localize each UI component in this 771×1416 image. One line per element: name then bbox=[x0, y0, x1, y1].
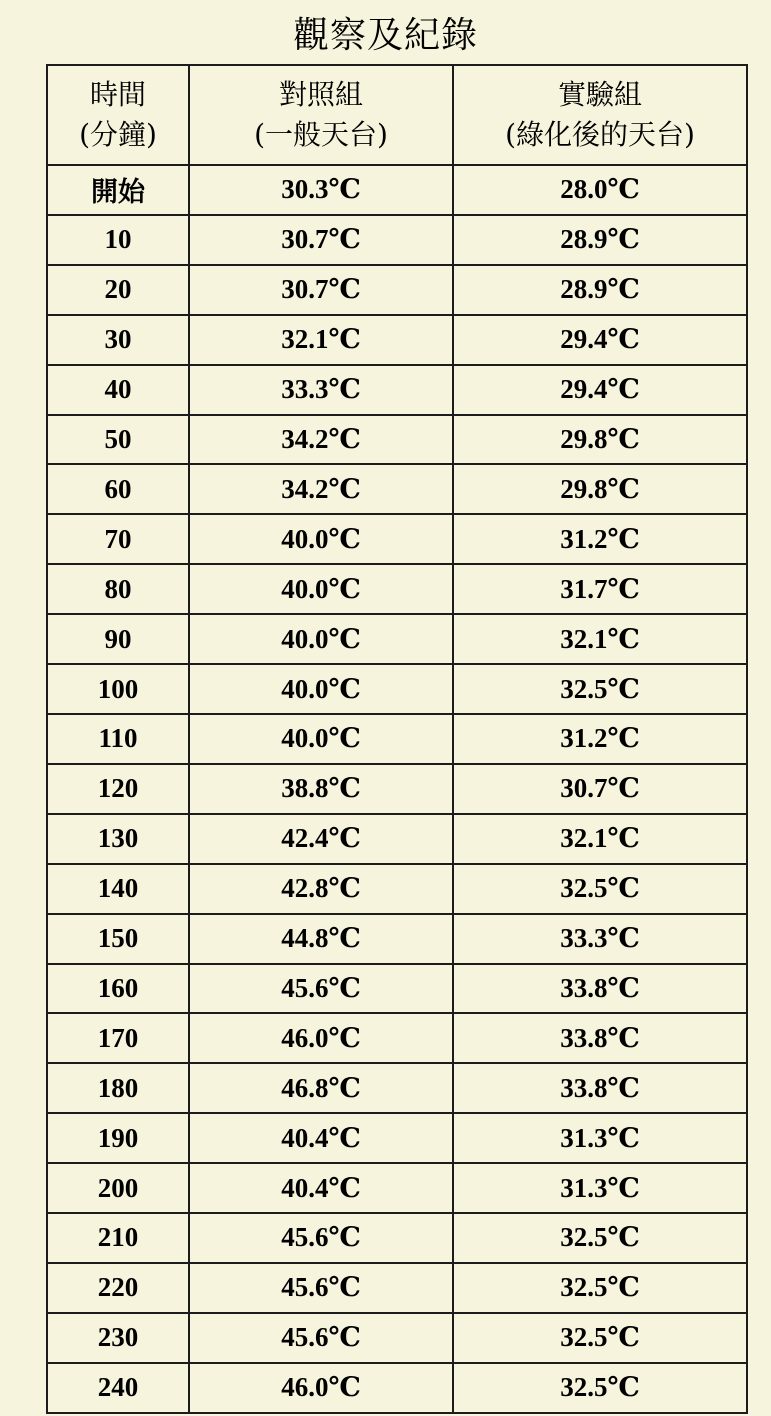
time-cell: 180 bbox=[47, 1063, 189, 1113]
control-temp-cell: 30.3℃ bbox=[189, 165, 453, 215]
experiment-temp-cell: 28.0℃ bbox=[453, 165, 747, 215]
experiment-temp-cell: 29.4℃ bbox=[453, 365, 747, 415]
control-temp-cell: 46.0℃ bbox=[189, 1013, 453, 1063]
column-header-label: 實驗組 bbox=[557, 78, 642, 111]
control-temp-cell: 40.4℃ bbox=[189, 1163, 453, 1213]
table-row bbox=[47, 165, 747, 215]
column-header-sublabel: (一般天台) bbox=[254, 118, 388, 151]
experiment-temp-cell: 30.7℃ bbox=[453, 764, 747, 814]
control-temp-cell: 32.1℃ bbox=[189, 315, 453, 365]
experiment-temp-cell: 32.1℃ bbox=[453, 814, 747, 864]
experiment-temp-cell: 28.9℃ bbox=[453, 215, 747, 265]
table-row bbox=[47, 564, 747, 614]
time-cell: 100 bbox=[47, 664, 189, 714]
table-row bbox=[47, 315, 747, 365]
table-row bbox=[47, 1363, 747, 1413]
experiment-temp-cell: 32.5℃ bbox=[453, 1363, 747, 1413]
time-cell: 20 bbox=[47, 265, 189, 315]
control-temp-cell: 30.7℃ bbox=[189, 215, 453, 265]
time-cell: 120 bbox=[47, 764, 189, 814]
control-temp-cell: 45.6℃ bbox=[189, 964, 453, 1014]
table-row bbox=[47, 964, 747, 1014]
time-cell: 170 bbox=[47, 1013, 189, 1063]
control-temp-cell: 38.8℃ bbox=[189, 764, 453, 814]
column-header-label: 時間 bbox=[89, 78, 146, 111]
time-cell: 40 bbox=[47, 365, 189, 415]
time-cell: 190 bbox=[47, 1113, 189, 1163]
control-temp-cell: 40.0℃ bbox=[189, 714, 453, 764]
experiment-temp-cell: 29.8℃ bbox=[453, 415, 747, 465]
time-cell: 220 bbox=[47, 1263, 189, 1313]
time-cell: 開始 bbox=[47, 165, 189, 215]
table-row bbox=[47, 265, 747, 315]
experiment-temp-cell: 32.5℃ bbox=[453, 664, 747, 714]
table-row bbox=[47, 864, 747, 914]
table-row bbox=[47, 614, 747, 664]
control-temp-cell: 46.8℃ bbox=[189, 1063, 453, 1113]
control-temp-cell: 40.0℃ bbox=[189, 514, 453, 564]
control-temp-cell: 30.7℃ bbox=[189, 265, 453, 315]
time-cell: 160 bbox=[47, 964, 189, 1014]
control-temp-cell: 45.6℃ bbox=[189, 1263, 453, 1313]
control-temp-cell: 40.0℃ bbox=[189, 664, 453, 714]
table-row bbox=[47, 1163, 747, 1213]
table-row bbox=[47, 1313, 747, 1363]
experiment-temp-cell: 31.3℃ bbox=[453, 1113, 747, 1163]
control-temp-cell: 34.2℃ bbox=[189, 464, 453, 514]
table-row bbox=[47, 464, 747, 514]
control-temp-cell: 45.6℃ bbox=[189, 1313, 453, 1363]
experiment-temp-cell: 32.1℃ bbox=[453, 614, 747, 664]
column-header-sublabel: (綠化後的天台) bbox=[505, 118, 695, 151]
column-header-label: 對照組 bbox=[278, 78, 363, 111]
time-cell: 140 bbox=[47, 864, 189, 914]
control-temp-cell: 33.3℃ bbox=[189, 365, 453, 415]
table-row bbox=[47, 764, 747, 814]
table-row bbox=[47, 714, 747, 764]
table-row bbox=[47, 1013, 747, 1063]
experiment-temp-cell: 31.2℃ bbox=[453, 714, 747, 764]
experiment-temp-cell: 32.5℃ bbox=[453, 1313, 747, 1363]
observation-table bbox=[46, 64, 748, 1414]
experiment-temp-cell: 31.7℃ bbox=[453, 564, 747, 614]
table-row bbox=[47, 514, 747, 564]
experiment-temp-cell: 29.4℃ bbox=[453, 315, 747, 365]
column-header-control bbox=[189, 65, 453, 165]
control-temp-cell: 40.0℃ bbox=[189, 614, 453, 664]
time-cell: 240 bbox=[47, 1363, 189, 1413]
time-cell: 200 bbox=[47, 1163, 189, 1213]
control-temp-cell: 40.4℃ bbox=[189, 1113, 453, 1163]
time-cell: 30 bbox=[47, 315, 189, 365]
experiment-temp-cell: 32.5℃ bbox=[453, 864, 747, 914]
column-header-sublabel: (分鐘) bbox=[79, 118, 157, 151]
control-temp-cell: 46.0℃ bbox=[189, 1363, 453, 1413]
time-cell: 80 bbox=[47, 564, 189, 614]
time-cell: 110 bbox=[47, 714, 189, 764]
table-row bbox=[47, 814, 747, 864]
experiment-temp-cell: 31.3℃ bbox=[453, 1163, 747, 1213]
table-row bbox=[47, 365, 747, 415]
experiment-temp-cell: 33.8℃ bbox=[453, 1063, 747, 1113]
experiment-temp-cell: 32.5℃ bbox=[453, 1263, 747, 1313]
experiment-temp-cell: 31.2℃ bbox=[453, 514, 747, 564]
time-cell: 210 bbox=[47, 1213, 189, 1263]
time-cell: 50 bbox=[47, 415, 189, 465]
table-row bbox=[47, 1113, 747, 1163]
table-row bbox=[47, 1263, 747, 1313]
control-temp-cell: 45.6℃ bbox=[189, 1213, 453, 1263]
experiment-temp-cell: 33.8℃ bbox=[453, 1013, 747, 1063]
control-temp-cell: 40.0℃ bbox=[189, 564, 453, 614]
column-header-experiment bbox=[453, 65, 747, 165]
table-row bbox=[47, 215, 747, 265]
time-cell: 90 bbox=[47, 614, 189, 664]
table-body bbox=[47, 165, 747, 1413]
experiment-temp-cell: 32.5℃ bbox=[453, 1213, 747, 1263]
control-temp-cell: 44.8℃ bbox=[189, 914, 453, 964]
experiment-temp-cell: 28.9℃ bbox=[453, 265, 747, 315]
time-cell: 230 bbox=[47, 1313, 189, 1363]
table-header-row bbox=[47, 65, 747, 165]
table-row bbox=[47, 1063, 747, 1113]
control-temp-cell: 34.2℃ bbox=[189, 415, 453, 465]
table-row bbox=[47, 664, 747, 714]
time-cell: 70 bbox=[47, 514, 189, 564]
time-cell: 60 bbox=[47, 464, 189, 514]
control-temp-cell: 42.4℃ bbox=[189, 814, 453, 864]
control-temp-cell: 42.8℃ bbox=[189, 864, 453, 914]
experiment-temp-cell: 29.8℃ bbox=[453, 464, 747, 514]
experiment-temp-cell: 33.3℃ bbox=[453, 914, 747, 964]
column-header-time bbox=[47, 65, 189, 165]
table-row bbox=[47, 1213, 747, 1263]
page-title: 觀察及紀錄 bbox=[292, 15, 478, 56]
table-row bbox=[47, 914, 747, 964]
experiment-temp-cell: 33.8℃ bbox=[453, 964, 747, 1014]
time-cell: 150 bbox=[47, 914, 189, 964]
table-row bbox=[47, 415, 747, 465]
time-cell: 130 bbox=[47, 814, 189, 864]
time-cell: 10 bbox=[47, 215, 189, 265]
